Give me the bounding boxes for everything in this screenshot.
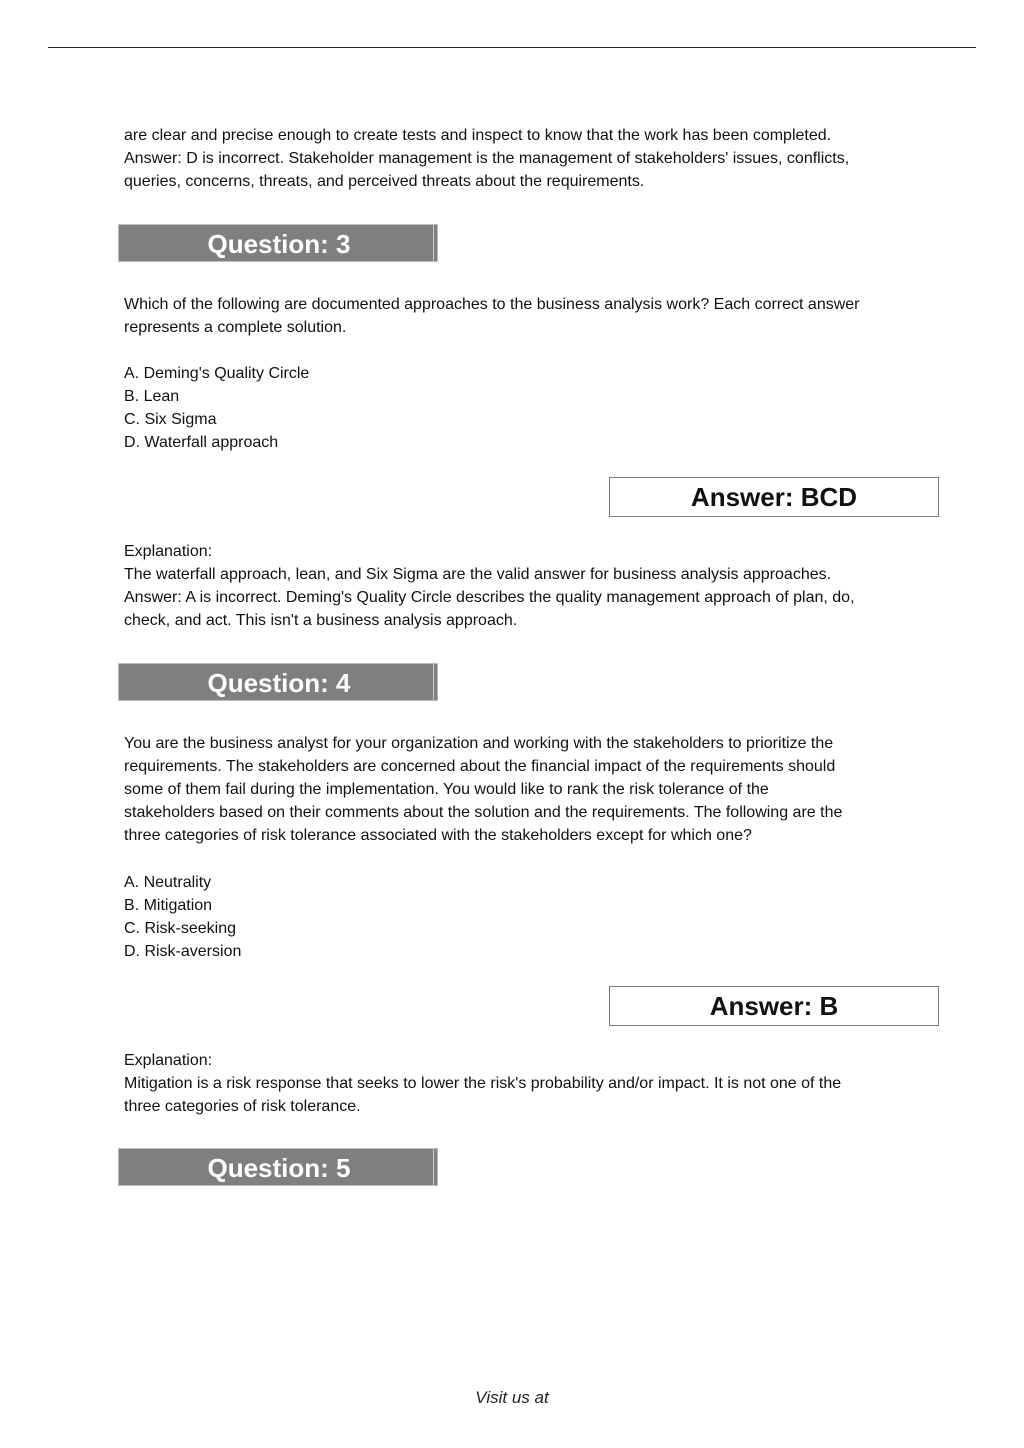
text-line: three categories of risk tolerance. (124, 1098, 361, 1115)
text-line: You are the business analyst for your organization and working with the stakeholders to prioritize the (124, 735, 834, 752)
question-4-explanation (124, 1049, 944, 1118)
intro-paragraph (124, 124, 944, 193)
option-d: D. Waterfall approach (124, 434, 279, 451)
option-c: C. Risk-seeking (124, 920, 237, 937)
text-line: are clear and precise enough to create tests and inspect to know that the work has been completed. (124, 127, 832, 144)
text-line: queries, concerns, threats, and perceived threats about the requirements. (124, 173, 645, 190)
text-line: Answer: D is incorrect. Stakeholder management is the management of stakeholders' issues, conflicts, (124, 150, 850, 167)
text-line: Mitigation is a risk response that seeks to lower the risk's probability and/or impact. It is not one of the (124, 1075, 842, 1092)
option-d: D. Risk-aversion (124, 943, 242, 960)
question-3-options (124, 362, 944, 454)
header-rule (48, 47, 976, 48)
question-3-answer: Answer: BCD (609, 477, 939, 517)
text-line: Which of the following are documented approaches to the business analysis work? Each correct answer (124, 296, 860, 313)
explanation-label: Explanation: (124, 543, 213, 560)
question-3-title: Question: 3 (207, 229, 351, 259)
question-3-header (118, 224, 438, 262)
option-a: A. Neutrality (124, 874, 212, 891)
option-b: B. Lean (124, 388, 180, 405)
question-5-header (118, 1148, 438, 1186)
question-3-text (124, 293, 944, 339)
text-line: represents a complete solution. (124, 319, 347, 336)
question-4-answer: Answer: B (609, 986, 939, 1026)
footer-text: Visit us at (475, 1388, 549, 1407)
text-line: requirements. The stakeholders are concerned about the financial impact of the requirements should (124, 758, 836, 775)
question-4-header (118, 663, 438, 701)
option-b: B. Mitigation (124, 897, 213, 914)
text-line: some of them fail during the implementation. You would like to rank the risk tolerance of the (124, 781, 769, 798)
text-line: check, and act. This isn't a business analysis approach. (124, 612, 518, 629)
question-5-title: Question: 5 (207, 1153, 351, 1183)
question-4-title: Question: 4 (207, 668, 351, 698)
question-4-options (124, 871, 944, 963)
text-line: three categories of risk tolerance associated with the stakeholders except for which one? (124, 827, 752, 844)
question-4-text (124, 732, 944, 847)
text-line: Answer: A is incorrect. Deming's Quality Circle describes the quality management approach of plan, do, (124, 589, 855, 606)
text-line: stakeholders based on their comments about the solution and the requirements. The following are the (124, 804, 843, 821)
question-3-explanation (124, 540, 944, 632)
option-a: A. Deming's Quality Circle (124, 365, 310, 382)
explanation-label: Explanation: (124, 1052, 213, 1069)
option-c: C. Six Sigma (124, 411, 217, 428)
text-line: The waterfall approach, lean, and Six Sigma are the valid answer for business analysis approaches. (124, 566, 832, 583)
